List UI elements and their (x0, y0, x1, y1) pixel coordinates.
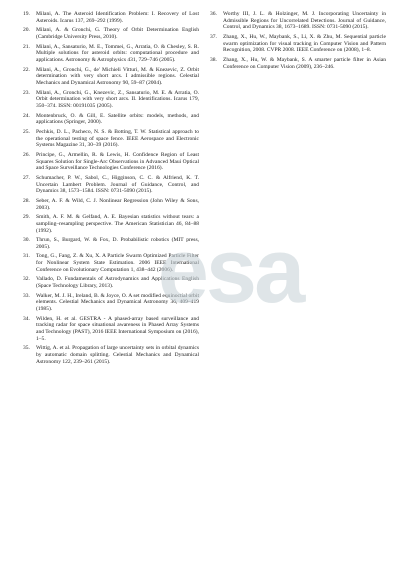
reference-item (23, 152, 199, 172)
reference-number: 28. (23, 197, 30, 204)
reference-number: 20. (23, 27, 30, 34)
reference-number: 22. (23, 66, 30, 73)
reference-item (23, 27, 199, 40)
reference-text: Milani, A., Gronchi, G., de' Michieli Vitturi, M. & Knezevic, Z. Orbit determination with very short arcs. I admissible regions. Celestial Mechanics and Dynamical Astronomy 90, 59–87 (2004). (36, 66, 199, 86)
reference-text: Milani, A. The Asteroid Identification Problem: I. Recovery of Lost Asteroids. Icarus 137, 269–292 (1999). (36, 11, 199, 24)
reference-text: Vallado, D. Fundamentals of Astrodynamics and Applications English (Space Technology Library, 2013). (36, 276, 199, 290)
reference-item (23, 316, 199, 343)
reference-number: 21. (23, 43, 30, 50)
reference-item (23, 90, 199, 110)
reference-text: Smith, A. F. M. & Gelfand, A. E. Bayesian statistics without tears: a sampling–resampling perspective. The American Statistician 46, 84–88 (1992). (36, 214, 199, 234)
reference-number: 31. (23, 253, 30, 260)
reference-item (23, 67, 199, 87)
reference-item (23, 198, 199, 211)
reference-item (210, 57, 386, 70)
reference-item (23, 113, 199, 126)
reference-number: 38. (210, 57, 217, 63)
reference-text: Thrun, S., Burgard, W. & Fox, D. Probabilistic robotics (MIT press, 2005). (36, 237, 199, 250)
reference-number: 19. (23, 11, 30, 17)
reference-number: 29. (23, 214, 30, 221)
reference-number: 30. (23, 237, 30, 244)
reference-number: 27. (23, 174, 30, 181)
reference-item (23, 11, 199, 24)
reference-item (23, 44, 199, 64)
reference-text: Wilden, H. et al. GESTRA - A phased-array based surveillance and tracking radar for space situational awareness in Phased Array Systems and Technology (PAST), 2016 IEEE International Symposium on (2016), 1–5. (36, 315, 199, 342)
reference-number: 23. (23, 89, 30, 96)
reference-text: Worthy III, J. L. & Holzinger, M. J. Incorporating Uncertainty in Admissible Regions for Uncorrelated Detections. Journal of Guidance, Control, and Dynamics 38, 1673–1689. ISSN: 0731-5090 (2015). (223, 11, 386, 31)
watermark-text: esa (157, 228, 303, 316)
reference-number: 34. (23, 315, 30, 322)
reference-text: Seber, A. F. & Wild, C. J. Nonlinear Regression (John Wiley & Sons, 2003). (36, 197, 199, 211)
reference-text: Milani, A. & Gronchi, G. Theory of Orbit Determination English (Cambridge University Press, 2010). (36, 27, 199, 40)
reference-text: Wittig, A. et al. Propagation of large uncertainty sets in orbital dynamics by automatic domain splitting. Celestial Mechanics and Dynamical Astronomy 122, 239–261 (2015). (36, 345, 199, 365)
reference-number: 35. (23, 345, 30, 352)
reference-text: Schumacher, P. W., Sabol, C., Higginson, C. C. & Alfriend, K. T. Uncertain Lambert Problem. Journal of Guidance, Control, and Dynamics 38, 1573–1584. ISSN: 0731-5090 (2015). (36, 174, 199, 195)
reference-number: 33. (23, 292, 30, 299)
reference-item (23, 129, 199, 149)
reference-text: Zhang, X., Hu, W., Maybank, S., Li, X. & Zhu, M. Sequential particle swarm optimization for visual tracking in Computer Vision and Pattern Recognition, 2008. CVPR 2008. IEEE Conference on (2008), 1–8. (223, 34, 386, 54)
reference-number: 37. (210, 34, 217, 40)
reference-text: Milani, A., Gronchi, G., Knezevic, Z., Sansaturio, M. E. & Arratia, O. Orbit determination with very short arcs. II. Identifications. Icarus 179, 350–374. ISSN: 00191035 (2005). (36, 89, 199, 109)
reference-item (23, 175, 199, 195)
reference-text: Milani, A., Sansaturio, M. E., Tommei, G., Arratia, O. & Chesley, S. R. Multiple solutions for asteroid orbits: computational procedure and applications. Astronomy & Astrophysics 431, 729–746 (2005). (36, 43, 199, 63)
reference-number: 25. (23, 128, 30, 135)
reference-number: 32. (23, 276, 30, 283)
reference-number: 24. (23, 112, 30, 119)
reference-item (23, 345, 199, 365)
reference-text: Walker, M. J. H., Ireland, B. & Joyce, O. A set modified equinoctial orbit elements. Celestial Mechanics and Dynamical Astronomy 36, 409–419 (1985). (36, 292, 199, 313)
reference-text: Pechkis, D. L., Pacheco, N. S. & Botting, T. W. Statistical approach to the operational testing of space fence. IEEE Aerospace and Electronic Systems Magazine 31, 30–39 (2016). (36, 128, 199, 149)
reference-number: 36. (210, 11, 217, 17)
reference-item (210, 34, 386, 54)
reference-item (210, 11, 386, 31)
reference-text: Montenbruck, O. & Gill, E. Satellite orbits: models, methods, and applications (Springer, 2000). (36, 112, 199, 126)
esa-watermark-logo (147, 228, 313, 316)
reference-text: Tong, G., Fang, Z. & Xu, X. A Particle Swarm Optimized Particle Filter for Nonlinear System State Estimation. 2006 IEEE International Conference on Evolutionary Computation 1, 438–442 (2006). (36, 253, 199, 273)
reference-text: Principe, G., Armellin, R. & Lewis, H. Confidence Region of Least Squares Solution for Single-Arc Observations in Advanced Maui Optical and Space Surveillance Technologies Conference (2016). (36, 151, 199, 172)
reference-text: Zhang, X., Hu, W. & Maybank, S. A smarter particle filter in Asian Conference on Computer Vision (2009), 236–246. (223, 57, 386, 70)
reference-list-right (210, 11, 386, 73)
reference-number: 26. (23, 151, 30, 158)
